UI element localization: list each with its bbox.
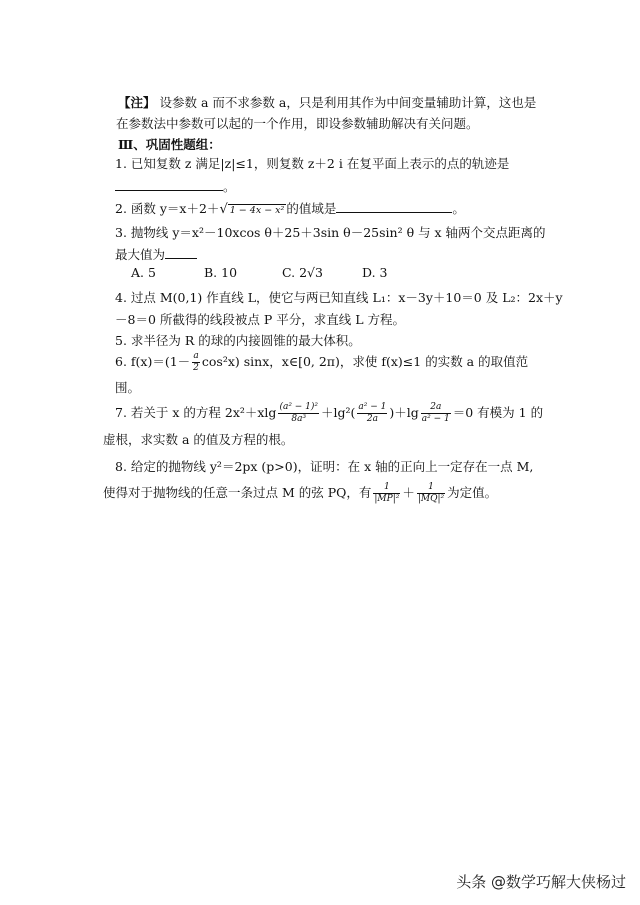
- fraction-3: [421, 402, 451, 425]
- frac-numerator: 2a: [421, 402, 451, 414]
- sqrt-symbol: √: [219, 202, 228, 217]
- problem-8-pre: 使得对于抛物线的任意一条过点 M 的弦 PQ，有: [103, 485, 372, 500]
- problem-7-mid-1: ＋lg²(: [321, 405, 356, 420]
- answer-blank: [336, 199, 452, 213]
- problem-2: [115, 198, 465, 221]
- sqrt-content: 1 − 4x − x²: [229, 205, 285, 216]
- frac-denominator: 2a: [366, 414, 378, 424]
- problem-3-line-1: 3. 抛物线 y＝x²－10xcos θ＋25＋3sin θ－25sin² θ 与 x 轴两个交点距离的: [115, 225, 546, 240]
- section-title: Ⅲ、巩固性题组：: [118, 137, 221, 152]
- frac-numerator: a: [193, 351, 199, 361]
- note-line-2: 在参数法中参数可以起的一个作用，即设参数辅助解决有关问题。: [116, 116, 479, 131]
- problem-2-end: 。: [452, 201, 465, 216]
- note-text-1: 设参数 a 而不求参数 a，只是利用其作为中间变量辅助计算，这也是: [155, 95, 537, 110]
- option-c: C. 2√3: [282, 265, 323, 280]
- watermark: 头条 @数学巧解大侠杨过: [456, 873, 626, 891]
- option-d: D. 3: [362, 265, 388, 280]
- problem-7-pre: 7. 若关于 x 的方程 2x²＋xlg: [115, 405, 277, 420]
- problem-4-line-1: 4. 过点 M(0,1) 作直线 L，使它与两已知直线 L₁：x－3y＋10＝0 及 L₂：2x＋y: [115, 290, 563, 305]
- frac-numerator: a² − 1: [358, 402, 387, 412]
- frac-denominator: 2: [193, 363, 199, 373]
- problem-7-line-1: [115, 402, 543, 425]
- problem-5: 5. 求半径为 R 的球的内接圆锥的最大体积。: [115, 333, 361, 348]
- frac-denominator: a² − 1: [421, 414, 450, 424]
- option-a: A. 5: [131, 265, 156, 280]
- option-b: B. 10: [204, 265, 238, 280]
- problem-1-line-2: [115, 176, 236, 198]
- note-line-1: [118, 92, 536, 114]
- problem-3-text: 最大值为: [115, 247, 166, 262]
- problem-6-pre: 6. f(x)＝(1－: [115, 354, 191, 369]
- fraction-2: [357, 402, 387, 425]
- frac-denominator: |MP|²: [374, 494, 400, 504]
- fraction-mp: [373, 482, 400, 505]
- problem-8-line-1: 8. 给定的抛物线 y²＝2px (p>0)，证明：在 x 轴的正向上一定存在一点 M,: [115, 459, 534, 474]
- problem-6-line-2: 围。: [115, 380, 141, 395]
- frac-denominator: 8a³: [291, 414, 307, 424]
- problem-7-post: ＝0 有模为 1 的: [452, 405, 544, 420]
- problem-1-end: 。: [223, 179, 236, 194]
- problem-1-line-1: 1. 已知复数 z 满足|z|≤1，则复数 z＋2 i 在复平面上表示的点的轨迹是: [115, 156, 510, 171]
- problem-2-post: 的值域是: [286, 201, 337, 216]
- answer-blank: [165, 245, 197, 259]
- problem-3-options: [131, 262, 387, 284]
- problem-8-post: 为定值。: [447, 485, 498, 500]
- note-label: 【注】: [118, 95, 156, 110]
- frac-denominator: |MQ|²: [417, 494, 445, 504]
- fraction-mq: [417, 482, 445, 505]
- frac-numerator: 1: [373, 482, 400, 494]
- frac-numerator: (a² − 1)²: [279, 402, 319, 412]
- fraction-1: [278, 402, 319, 425]
- problem-7-mid-2: )＋lg: [389, 405, 419, 420]
- plus-sign: ＋: [402, 485, 415, 500]
- problem-6-line-1: [115, 351, 528, 374]
- problem-4-line-2: －8＝0 所截得的线段被点 P 平分，求直线 L 方程。: [115, 312, 405, 327]
- problem-7-line-2: 虚根，求实数 a 的值及方程的根。: [103, 432, 294, 447]
- problem-8-line-2: [103, 482, 497, 505]
- problem-2-pre: 2. 函数 y＝x＋2＋: [115, 201, 220, 216]
- problem-6-post: cos²x) sinx，x∈[0, 2π)，求使 f(x)≤1 的实数 a 的取值范: [201, 354, 529, 369]
- frac-numerator: 1: [417, 482, 445, 494]
- answer-blank: [115, 177, 223, 191]
- fraction-a-over-2: [192, 351, 200, 374]
